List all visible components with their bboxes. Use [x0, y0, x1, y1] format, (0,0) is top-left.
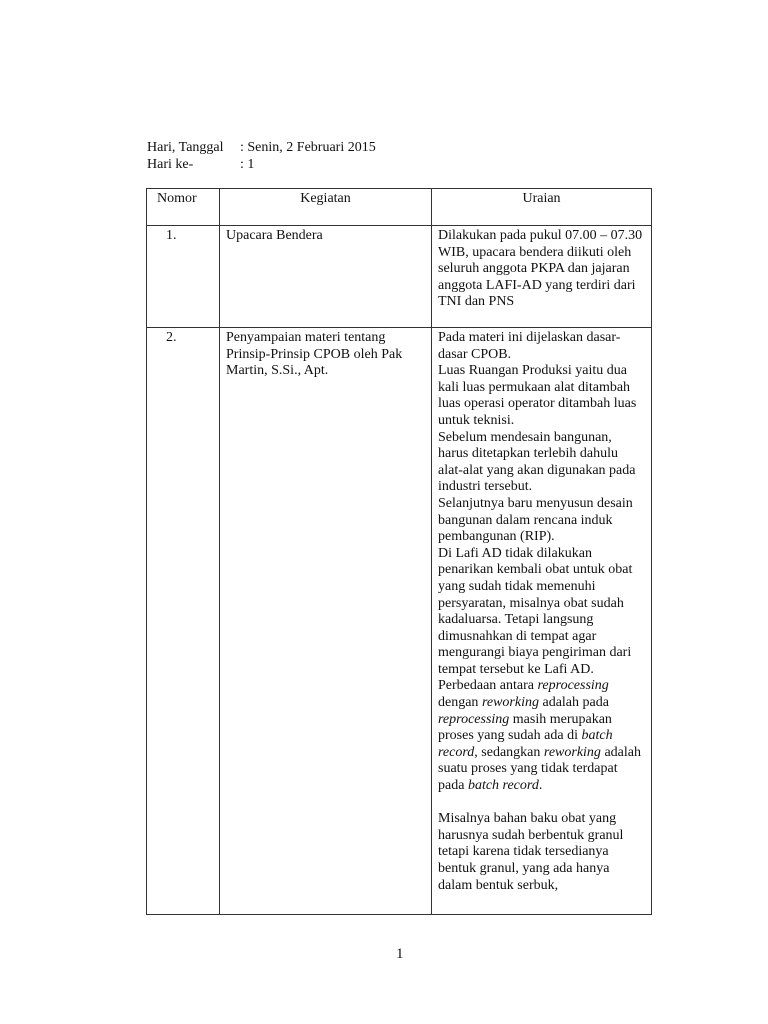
italic-term: reprocessing: [438, 711, 510, 727]
italic-term: batch record: [467, 778, 539, 794]
text-run: adalah pada: [538, 695, 609, 711]
cell-nomor: [147, 226, 220, 328]
day-date-value: : Senin, 2 Februari 2015: [240, 140, 376, 155]
italic-term: reworking: [481, 695, 539, 711]
report-header: [147, 139, 376, 173]
day-date-label: Hari, Tanggal: [147, 140, 224, 155]
cell-uraian: [432, 226, 652, 328]
column-header-kegiatan: Kegiatan: [220, 189, 432, 226]
italic-term: reworking: [543, 744, 601, 760]
activity-text: Upacara Bendera: [226, 228, 323, 243]
description-paragraph-mixed: [438, 678, 645, 794]
text-run: dengan: [438, 695, 482, 711]
table-row: [147, 226, 652, 328]
description-paragraph: Selanjutnya baru menyusun desain bangunan dalam rencana induk pembangunan (RIP).: [438, 495, 633, 545]
row-number: 1.: [166, 228, 177, 243]
row-number: 2.: [166, 330, 177, 345]
column-header-uraian: Uraian: [432, 189, 652, 226]
italic-term: batch record: [438, 728, 613, 760]
cell-uraian: [432, 328, 652, 915]
text-run: adalah suatu proses yang tidak terdapat pada: [438, 744, 641, 794]
table-row: [147, 328, 652, 915]
cell-kegiatan: [220, 226, 432, 328]
text-run: .: [538, 778, 543, 794]
activity-text: Penyampaian materi tentang Prinsip-Prinsip CPOB oleh Pak Martin, S.Si., Apt.: [226, 330, 403, 379]
description-paragraph: Luas Ruangan Produksi yaitu dua kali luas permukaan alat ditambah luas operasi operator ditambah luas untuk teknisi.: [438, 363, 637, 428]
activity-table: [146, 188, 652, 915]
column-header-nomor: Nomor: [147, 189, 220, 226]
day-number-label: Hari ke-: [147, 157, 194, 172]
description-paragraph: Sebelum mendesain bangunan, harus ditetapkan terlebih dahulu alat-alat yang akan digunakan pada industri tersebut.: [438, 429, 636, 495]
italic-term: reprocessing: [537, 678, 609, 694]
text-run: masih merupakan proses yang sudah ada di: [438, 711, 612, 744]
day-number-row: [147, 156, 376, 173]
table-header-row: [147, 189, 652, 226]
text-run: Perbedaan antara: [438, 678, 538, 694]
cell-kegiatan: [220, 328, 432, 915]
cell-nomor: [147, 328, 220, 915]
description-block: [432, 328, 651, 894]
description-paragraph: Di Lafi AD tidak dilakukan penarikan kembali obat untuk obat yang sudah tidak memenuhi persyaratan, misalnya obat sudah kadaluarsa. Tetapi langsung dimusnahkan di tempat agar mengurangi biaya pengiriman dari tempat tersebut ke Lafi AD.: [438, 545, 633, 677]
day-number-value: : 1: [240, 157, 255, 172]
description-paragraph: Misalnya bahan baku obat yang harusnya sudah berbentuk granul tetapi karena tidak tersedianya bentuk granul, yang ada hanya dalam bentuk serbuk,: [438, 811, 624, 893]
page-number: 1: [396, 946, 404, 962]
description-paragraph: Pada materi ini dijelaskan dasar-dasar CPOB.: [438, 330, 621, 362]
day-date-row: [147, 139, 376, 156]
description-text: Dilakukan pada pukul 07.00 – 07.30 WIB, upacara bendera diikuti oleh seluruh anggota PKPA dan jajaran anggota LAFI-AD yang terdiri dari TNI dan PNS: [438, 228, 643, 310]
text-run: , sedangkan: [474, 744, 544, 760]
